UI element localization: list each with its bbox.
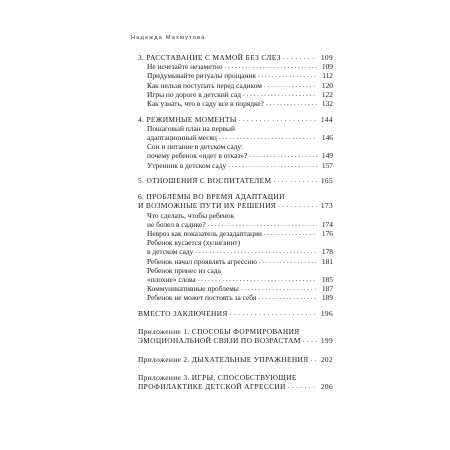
toc-page-number: 202 <box>320 354 333 364</box>
toc-entry[interactable] <box>138 211 333 220</box>
toc-page-number: 109 <box>321 62 333 72</box>
toc-entry-title: в детском саду <box>147 247 194 257</box>
toc-entry-title: «плохие» слова <box>147 274 196 284</box>
toc-entry[interactable] <box>138 309 333 318</box>
toc-entry[interactable] <box>138 220 333 229</box>
toc-leader-dots <box>195 247 317 256</box>
toc-page-number: 109 <box>320 52 333 62</box>
toc-entry[interactable] <box>138 142 333 151</box>
toc-entry[interactable] <box>138 151 333 160</box>
toc-entry-title: Пошаговый план на первый <box>147 123 235 133</box>
toc-entry[interactable] <box>138 327 333 336</box>
toc-leader-dots <box>249 151 317 160</box>
toc-entry[interactable] <box>138 247 333 256</box>
toc-leader-dots <box>243 90 317 99</box>
toc-entry[interactable] <box>138 382 333 391</box>
toc-entry-title: Ребенок кусается (хулиганит) <box>147 238 241 248</box>
toc-entry-title: Ребенок не может постоять за себя <box>147 293 257 303</box>
toc-entry-title: ПРОФИЛАКТИКЕ ДЕТСКОЙ АГРЕССИИ <box>138 381 286 391</box>
toc-entry[interactable] <box>138 355 333 364</box>
toc-entry-title: Как узнать, что в саду все в порядке? <box>147 98 264 108</box>
toc-entry-title: Ребенок начал проявлять агрессию <box>147 256 257 266</box>
toc-leader-dots <box>264 229 317 238</box>
toc-entry-title: Не исчезайте незаметно <box>147 62 223 72</box>
toc-leader-dots <box>303 336 317 345</box>
toc-leader-dots <box>283 53 317 62</box>
toc-entry[interactable] <box>138 90 333 99</box>
toc-entry-title: Утренник в детском саду <box>147 160 227 170</box>
toc-leader-dots <box>258 293 317 302</box>
toc-leader-dots <box>273 176 317 185</box>
toc-page-number: 149 <box>321 151 333 161</box>
toc-page-number: 178 <box>321 247 333 257</box>
toc-entry-title: Коммуникативные проблемы <box>147 284 239 294</box>
toc-entry[interactable] <box>138 336 333 345</box>
toc-entry[interactable] <box>138 71 333 80</box>
toc-page-number: 157 <box>321 160 333 170</box>
toc-page-number: 176 <box>321 228 333 238</box>
toc-entry[interactable] <box>138 192 333 201</box>
toc-entry-title: Приложение 2. ДЫХАТЕЛЬНЫЕ УПРАЖНЕНИЯ <box>138 354 309 364</box>
toc-entry[interactable] <box>138 284 333 293</box>
toc-leader-dots <box>288 382 317 391</box>
toc-gap <box>138 318 333 327</box>
toc-page-number: 120 <box>321 80 333 90</box>
toc-page-number: 181 <box>321 256 333 266</box>
toc-entry[interactable] <box>138 257 333 266</box>
toc-entry-title: Сон и питание в детском саду: <box>147 142 244 152</box>
toc-entry[interactable] <box>138 161 333 170</box>
toc-entry[interactable] <box>138 373 333 382</box>
toc-leader-dots <box>208 220 317 229</box>
toc-gap <box>138 346 333 355</box>
toc-page-number: 206 <box>320 381 333 391</box>
toc-leader-dots <box>278 201 317 210</box>
toc-page-number: 165 <box>320 176 333 186</box>
toc-entry[interactable] <box>138 266 333 275</box>
toc-entry[interactable] <box>138 124 333 133</box>
toc-entry-title: И ВОЗМОЖНЫЕ ПУТИ ИХ РЕШЕНИЯ <box>138 201 277 211</box>
toc-entry-title: Невроз как показатель дезадаптации <box>147 228 262 238</box>
toc-entry-title: 4. РЕЖИМНЫЕ МОМЕНТЫ <box>138 114 237 124</box>
toc-leader-dots <box>311 355 318 364</box>
toc-entry-title: ВМЕСТО ЗАКЛЮЧЕНИЯ <box>138 309 228 319</box>
toc-entry-title: ЭМОЦИОНАЛЬНОЙ СВЯЗИ ПО ВОЗРАСТАМ <box>138 336 301 346</box>
toc-leader-dots <box>258 71 317 80</box>
toc-page-number: 189 <box>321 293 333 303</box>
toc-leader-dots <box>259 257 317 266</box>
toc-entry-title: не болел в садике? <box>147 219 206 229</box>
toc-entry-title: Игры по дороге в детский сад <box>147 89 242 99</box>
toc-page-number: 199 <box>320 336 333 346</box>
toc-page-number: 144 <box>320 114 333 124</box>
toc-leader-dots <box>198 275 317 284</box>
toc-entry[interactable] <box>138 201 333 210</box>
toc-entry-title: 6. ПРОБЛЕМЫ ВО ВРЕМЯ АДАПТАЦИИ <box>138 192 285 202</box>
toc-entry-title: Приложение 3. ИГРЫ, СПОСОБСТВУЮЩИЕ <box>138 372 297 382</box>
toc-page-number: 112 <box>322 71 333 81</box>
toc-gap <box>138 364 333 373</box>
toc-page-number: 146 <box>321 133 333 143</box>
toc-page-number: 187 <box>321 284 333 294</box>
toc-entry-title: Приложение 1. СПОСОБЫ ФОРМИРОВАНИЯ <box>138 327 300 337</box>
toc-entry[interactable] <box>138 133 333 142</box>
toc-entry[interactable] <box>138 62 333 71</box>
toc-entry-title: Ребенок принес из сада <box>147 265 221 275</box>
toc-entry-title: Как нельзя поступать перед садиком <box>147 80 262 90</box>
toc-page-number: 185 <box>321 274 333 284</box>
toc-entry[interactable] <box>138 238 333 247</box>
toc-entry[interactable] <box>138 275 333 284</box>
running-header-author: Надежда Махмутова <box>131 35 206 41</box>
toc-entry-title: 5. ОТНОШЕНИЯ С ВОСПИТАТЕЛЕМ <box>138 176 272 186</box>
toc-leader-dots <box>219 133 317 142</box>
toc-entry-title: адаптационный месяц <box>147 133 217 143</box>
toc-page-number: 173 <box>320 201 333 211</box>
toc-entry[interactable] <box>138 293 333 302</box>
toc-entry[interactable] <box>138 81 333 90</box>
toc-page-number: 122 <box>321 89 333 99</box>
toc-entry-title: почему ребенок «идет в отказ»? <box>147 151 248 161</box>
toc-leader-dots <box>225 62 317 71</box>
toc-leader-dots <box>230 309 317 318</box>
toc-entry-title: Что сделать, чтобы ребенок <box>147 210 235 220</box>
toc-entry[interactable] <box>138 176 333 185</box>
toc-entry[interactable] <box>138 229 333 238</box>
toc-entry-title: 3. РАССТАВАНИЕ С МАМОЙ БЕЗ СЛЕЗ <box>138 52 281 62</box>
toc-leader-dots <box>228 161 317 170</box>
toc-entry[interactable] <box>138 115 333 124</box>
table-of-contents <box>138 53 333 391</box>
toc-entry-title: Придумывайте ритуалы прощания <box>147 71 256 81</box>
toc-leader-dots <box>239 115 317 124</box>
toc-leader-dots <box>266 99 317 108</box>
toc-entry[interactable] <box>138 99 333 108</box>
toc-page-number: 174 <box>321 219 333 229</box>
toc-entry[interactable] <box>138 53 333 62</box>
toc-page-number: 196 <box>320 309 333 319</box>
toc-leader-dots <box>241 284 317 293</box>
toc-leader-dots <box>264 81 317 90</box>
toc-page-number: 132 <box>321 98 333 108</box>
